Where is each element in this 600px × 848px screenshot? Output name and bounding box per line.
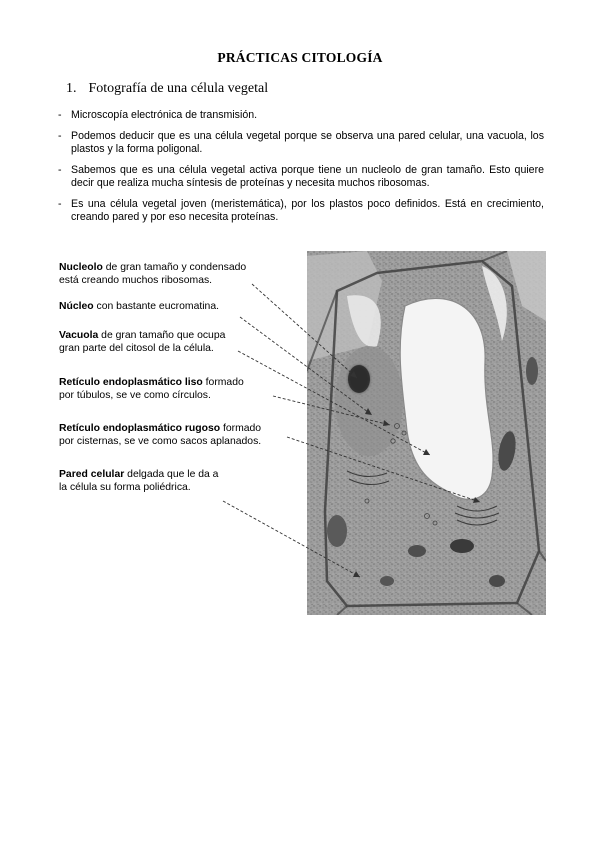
section-title: Fotografía de una célula vegetal (88, 81, 269, 96)
page-title: PRÁCTICAS CITOLOGÍA (217, 50, 383, 65)
label-reticulo-liso: Retículo endoplasmático liso formado por túbulos, se ve como círculos. (59, 377, 244, 401)
label-nucleo: Núcleo con bastante eucromatina. (59, 301, 219, 312)
bullet-item: - Podemos deducir que es una célula vegetal porque se observa una pared celular, una vacuola, los plastos y la forma poligonal. (58, 130, 544, 157)
section-number: 1. (66, 81, 77, 96)
bullet-list (58, 109, 544, 232)
label-vacuola: Vacuola de gran tamaño que ocupa gran parte del citosol de la célula. (59, 330, 226, 354)
cell-micrograph (307, 251, 546, 615)
bullet-item: - Sabemos que es una célula vegetal activa porque tiene un nucleolo de gran tamaño. Esto quiere decir que realiza mucha síntesis de proteínas y necesita muchos ribosomas. (58, 164, 544, 191)
bullet-item: - Microscopía electrónica de transmisión. (58, 109, 544, 123)
nucleus (335, 346, 403, 456)
label-nucleolo: Nucleolo de gran tamaño y condensado está creando muchos ribosomas. (59, 262, 247, 286)
section-heading (66, 81, 268, 97)
bullet-item: - Es una célula vegetal joven (meristemática), por los plastos poco definidos. Está en crecimiento, creando pared y por eso necesita proteínas. (58, 198, 544, 225)
annotated-micrograph-figure (0, 240, 600, 620)
label-reticulo-rugoso: Retículo endoplasmático rugoso formado por cisternas, se ve como sacos aplanados. (59, 423, 262, 447)
label-pared-celular: Pared celular delgada que le da a la célula su forma poliédrica. (59, 469, 219, 493)
